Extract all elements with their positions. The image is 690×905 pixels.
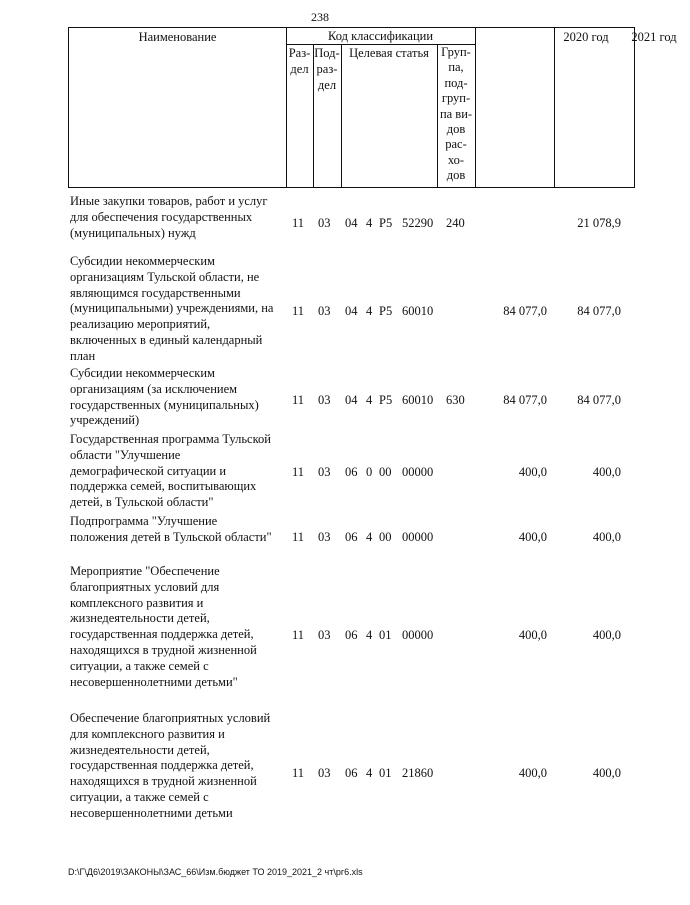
row-name-line: учреждений): [70, 413, 140, 428]
row-name-line: находящихся в трудной жизненной: [70, 642, 257, 657]
row-name-line: ситуации, а также семей с: [70, 658, 209, 673]
header-2021: 2021 год: [631, 30, 677, 44]
cell-podrazdel: 03: [318, 628, 331, 642]
cell-cs4: 00000: [402, 530, 434, 544]
row-name-line: находящихся в трудной жизненной: [70, 774, 257, 789]
cell-cs3: 01: [379, 628, 392, 642]
row-name-line: жизнедеятельности детей,: [70, 742, 210, 757]
cell-cs2: 4: [366, 304, 373, 318]
cell-2020: 84 077,0: [503, 393, 547, 407]
cell-razdel: 11: [292, 530, 305, 544]
cell-cs2: 4: [366, 216, 373, 230]
cell-group: 240: [446, 216, 465, 230]
cell-razdel: 11: [292, 216, 305, 230]
footer-file-path: D:\Г\Д6\2019\ЗАКОНЫ\ЗАС_66\Изм.бюджет ТО 2019_2021_2 чт\рг6.xls: [68, 867, 363, 877]
header-razdel-line: Раз-: [288, 46, 311, 60]
row-name-line: ситуации, а также семей с: [70, 789, 209, 804]
header-group-line: дов: [446, 122, 466, 137]
row-name-line: Мероприятие "Обеспечение: [70, 564, 220, 578]
cell-2021: 400,0: [592, 628, 621, 642]
row-name-line: Подпрограмма "Улучшение: [70, 514, 218, 528]
cell-cs2: 4: [366, 393, 373, 407]
row-name-line: включенных в единый календарный: [70, 332, 263, 347]
row-name-line: план: [70, 348, 96, 363]
row-name-line: для комплексного развития и: [70, 726, 225, 741]
cell-razdel: 11: [292, 628, 305, 642]
cell-cs1: 06: [345, 530, 358, 544]
header-podrazdel-line: Под-: [314, 46, 340, 60]
cell-cs4: 21860: [402, 766, 434, 780]
cell-2021: 84 077,0: [577, 393, 621, 407]
row-name-line: поддержка семей, воспитывающих: [70, 479, 257, 494]
cell-cs4: 60010: [402, 393, 434, 407]
header-group: [437, 45, 475, 184]
header-razdel-line: дел: [290, 62, 309, 76]
header-group-line: хо-: [447, 152, 465, 167]
cell-cs4: 00000: [402, 465, 434, 479]
cell-podrazdel: 03: [318, 393, 331, 407]
row-name-line: Обеспечение благоприятных условий: [70, 711, 271, 725]
col-divider: [475, 28, 476, 187]
row-name-line: организациям Тульской области, не: [70, 269, 260, 284]
row-name-line: государственная поддержка детей,: [70, 758, 254, 773]
cell-cs2: 4: [366, 628, 373, 642]
header-2020: 2020 год: [563, 30, 609, 44]
row-name: [70, 254, 282, 365]
cell-2021: 400,0: [592, 766, 621, 780]
row-name-line: положения детей в Тульской области": [70, 529, 272, 544]
row-name-line: для обеспечения государственных: [70, 209, 253, 224]
table-header: [68, 27, 677, 188]
cell-cs3: P5: [379, 304, 393, 318]
cell-2021: 400,0: [592, 530, 621, 544]
row-name-line: государственная поддержка детей,: [70, 627, 254, 642]
cell-cs4: 52290: [402, 216, 434, 230]
cell-2020: 84 077,0: [503, 304, 547, 318]
row-name-line: (муниципальными) учреждениями, на: [70, 301, 274, 316]
cell-2020: 400,0: [518, 628, 547, 642]
cell-podrazdel: 03: [318, 766, 331, 780]
row-name-line: демографической ситуации и: [70, 463, 227, 478]
page-number: 238: [311, 10, 329, 24]
cell-cs1: 06: [345, 465, 358, 479]
header-podrazdel-line: раз-: [316, 62, 338, 76]
cell-cs2: 0: [366, 465, 373, 479]
col-divider: [554, 28, 555, 187]
cell-cs2: 4: [366, 766, 373, 780]
row-name: [70, 564, 282, 690]
row-name-line: области "Улучшение: [70, 447, 181, 462]
row-name: [70, 194, 282, 241]
header-group-line: рас-: [445, 137, 467, 152]
row-name: [70, 514, 282, 546]
cell-razdel: 11: [292, 393, 305, 407]
header-code: Код классификации: [327, 29, 434, 43]
cell-cs4: 00000: [402, 628, 434, 642]
cell-cs3: 00: [379, 530, 392, 544]
row-name-line: реализацию мероприятий,: [70, 317, 211, 332]
cell-cs4: 60010: [402, 304, 434, 318]
header-group-line: под-: [444, 75, 468, 90]
row-name-line: государственных (муниципальных): [70, 397, 259, 412]
row-name-line: жизнедеятельности детей,: [70, 611, 210, 626]
row-name-line: благоприятных условий для: [70, 579, 220, 594]
row-name: [70, 711, 282, 822]
cell-group: 630: [446, 393, 465, 407]
cell-cs1: 04: [345, 393, 358, 407]
cell-2021: 21 078,9: [577, 216, 621, 230]
cell-2020: 400,0: [518, 530, 547, 544]
cell-2020: 400,0: [518, 766, 547, 780]
cell-2021: 400,0: [592, 465, 621, 479]
header-podrazdel-line: дел: [317, 78, 337, 92]
cell-podrazdel: 03: [318, 465, 331, 479]
cell-podrazdel: 03: [318, 530, 331, 544]
cell-razdel: 11: [292, 304, 305, 318]
row-name-line: Субсидии некоммерческим: [70, 254, 215, 268]
row-name-line: Субсидии некоммерческим: [70, 366, 215, 380]
row-name-line: Иные закупки товаров, работ и услуг: [70, 194, 268, 208]
cell-cs3: P5: [379, 393, 393, 407]
row-name-line: являющимся государственными: [70, 285, 241, 300]
cell-cs1: 06: [345, 766, 358, 780]
row-name-line: (муниципальных) нужд: [70, 225, 196, 240]
header-group-line: груп-: [441, 91, 471, 106]
cell-cs3: 01: [379, 766, 392, 780]
row-name-line: несовершеннолетними детьми": [70, 674, 238, 689]
header-razdel: [286, 45, 313, 77]
row-name: [70, 432, 282, 511]
row-name-line: детей, в Тульской области": [70, 495, 214, 510]
row-name-line: несовершеннолетними детьми: [70, 805, 233, 820]
header-podrazdel: [313, 45, 341, 93]
cell-2020: 400,0: [518, 465, 547, 479]
header-group-line: па,: [448, 60, 464, 75]
header-name: Наименование: [138, 30, 217, 44]
row-name-line: комплексного развития и: [70, 595, 204, 610]
header-group-line: дов: [446, 168, 466, 183]
row-name-line: организациям (за исключением: [70, 381, 238, 396]
header-group-line: па ви-: [439, 106, 473, 121]
cell-cs1: 04: [345, 216, 358, 230]
header-target: Целевая статья: [349, 46, 429, 60]
cell-razdel: 11: [292, 766, 305, 780]
cell-cs2: 4: [366, 530, 373, 544]
cell-cs3: P5: [379, 216, 393, 230]
cell-cs1: 06: [345, 628, 358, 642]
cell-cs3: 00: [379, 465, 392, 479]
cell-cs1: 04: [345, 304, 358, 318]
cell-razdel: 11: [292, 465, 305, 479]
cell-2021: 84 077,0: [577, 304, 621, 318]
cell-podrazdel: 03: [318, 216, 331, 230]
row-name-line: Государственная программа Тульской: [70, 432, 271, 446]
col-divider: [341, 44, 342, 187]
cell-podrazdel: 03: [318, 304, 331, 318]
header-group-line: Груп-: [441, 45, 471, 59]
row-name: [70, 366, 282, 429]
